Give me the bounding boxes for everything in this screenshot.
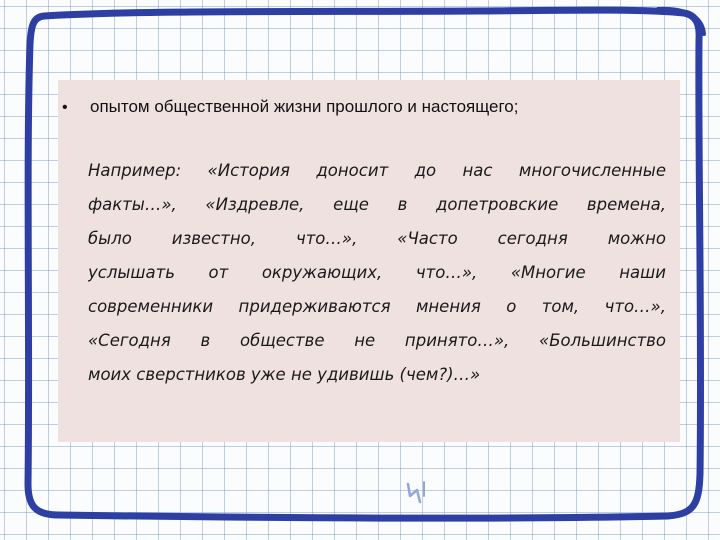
bullet-marker: •	[62, 99, 68, 116]
example-line: услышать от окружающих, что…», «Многие наши	[88, 263, 666, 282]
example-line: Например: «История доносит до нас многочисленные	[88, 161, 666, 180]
bullet-item	[62, 97, 672, 117]
example-line: моих сверстников уже не удивишь (чем?)…»	[88, 365, 481, 384]
example-line: современники придерживаются мнения о том, что…»,	[88, 297, 666, 316]
example-line: «Сегодня в обществе не принято…», «Большинство	[88, 331, 666, 350]
example-line: факты…», «Издревле, еще в допетровские времена,	[88, 195, 666, 214]
bullet-text: опытом общественной жизни прошлого и настоящего;	[90, 97, 519, 116]
handwritten-mark	[402, 474, 436, 508]
example-line: было известно, что…», «Часто сегодня можно	[88, 229, 666, 248]
example-paragraph	[88, 154, 666, 392]
